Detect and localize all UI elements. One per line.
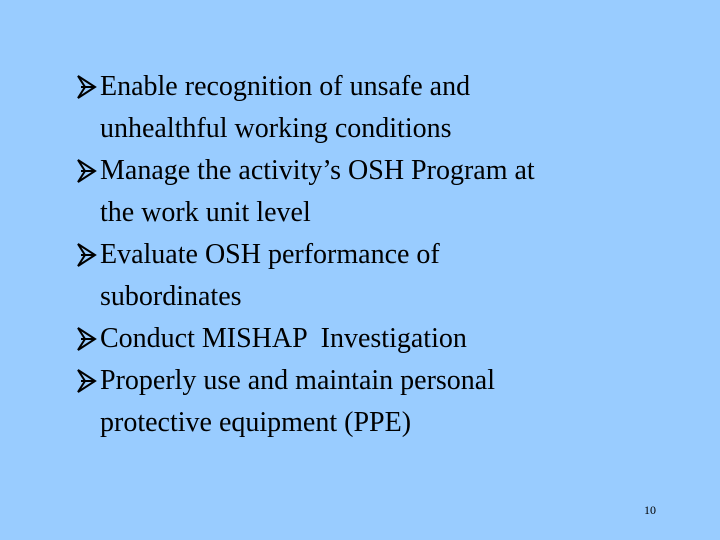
arrow-bullet-icon xyxy=(76,325,98,353)
bullet-text-line-1: Conduct MISHAP Investigation xyxy=(100,323,467,354)
arrow-bullet-icon xyxy=(76,157,98,185)
bullet-item-manage-program xyxy=(76,150,676,234)
arrow-bullet-icon xyxy=(76,241,98,269)
bullet-text-line-2: subordinates xyxy=(100,281,242,312)
bullet-text-line-2: the work unit level xyxy=(100,197,311,228)
bullet-text-line-2: protective equipment (PPE) xyxy=(100,407,412,438)
bullet-item-evaluate-performance xyxy=(76,234,676,318)
bullet-text-line-1: Enable recognition of unsafe and xyxy=(100,71,471,102)
bullet-list xyxy=(76,66,676,444)
bullet-item-conduct-investigation xyxy=(76,318,676,360)
bullet-text-line-1: Evaluate OSH performance of xyxy=(100,239,440,270)
arrow-bullet-icon xyxy=(76,73,98,101)
bullet-text-line-2: unhealthful working conditions xyxy=(100,113,452,144)
bullet-text-line-1: Properly use and maintain personal xyxy=(100,365,496,396)
bullet-text-line-1: Manage the activity’s OSH Program at xyxy=(100,155,535,186)
bullet-item-ppe xyxy=(76,360,676,444)
arrow-bullet-icon xyxy=(76,367,98,395)
page-number: 10 xyxy=(644,503,656,517)
bullet-item-enable-recognition xyxy=(76,66,676,150)
